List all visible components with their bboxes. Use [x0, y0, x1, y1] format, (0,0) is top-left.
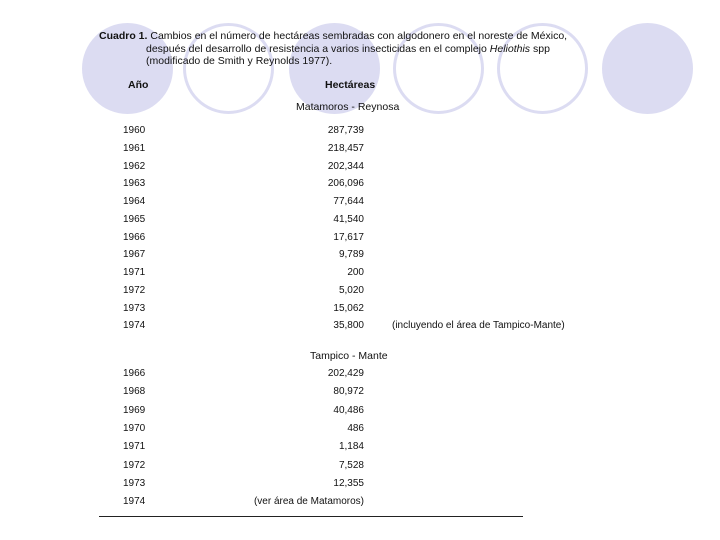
table-row [0, 478, 720, 490]
caption-line-1 [99, 30, 569, 43]
year-cell: 1963 [123, 178, 146, 190]
table-row [0, 423, 720, 435]
hectares-cell: 41,540 [333, 213, 364, 225]
table-row [0, 368, 720, 380]
year-cell: 1962 [123, 160, 146, 172]
table-row [0, 214, 720, 226]
hectares-cell: 486 [347, 422, 364, 434]
hectares-cell: 202,344 [327, 160, 364, 172]
caption-line1-text: Cambios en el número de hectáreas sembradas con algodonero en el noreste de México, [150, 30, 568, 42]
caption-label: Cuadro 1. [99, 30, 148, 42]
table-row [0, 143, 720, 155]
hectares-cell: 80,972 [333, 386, 364, 398]
hectares-cell: 206,096 [327, 178, 364, 190]
table-row [0, 249, 720, 261]
year-cell: 1967 [123, 249, 146, 261]
table-row [0, 125, 720, 137]
hectares-cell: 5,020 [338, 284, 364, 296]
caption-line-2 [99, 43, 569, 56]
table-caption [99, 30, 569, 68]
table-row [0, 460, 720, 472]
year-cell: 1970 [123, 422, 146, 434]
year-cell: 1971 [123, 267, 146, 278]
year-cell: 1971 [123, 441, 146, 453]
year-cell: 1965 [123, 213, 146, 225]
caption-line2-pre: después del desarrollo de resistencia a varios insecticidas en el complejo [146, 42, 490, 55]
caption-line2-italic: Heliothis [489, 42, 531, 55]
table-row [0, 196, 720, 208]
year-cell: 1968 [123, 386, 146, 398]
caption-line-3: (modificado de Smith y Reynolds 1977). [146, 55, 333, 67]
hectares-cell: 12,355 [333, 477, 364, 489]
hectares-cell: 40,486 [333, 404, 364, 416]
hectares-cell: 202,429 [327, 368, 364, 379]
year-cell: 1960 [123, 125, 146, 136]
year-cell: 1961 [123, 142, 146, 154]
hectares-cell: 1,184 [338, 441, 364, 453]
table-row [0, 386, 720, 398]
hectares-cell: 17,617 [333, 231, 364, 243]
year-cell: 1974 [123, 320, 146, 332]
year-cell: 1969 [123, 404, 146, 416]
table-row [0, 161, 720, 173]
year-cell: 1966 [123, 231, 146, 243]
table-row [0, 267, 720, 279]
caption-line2-post: spp [530, 42, 550, 55]
year-cell: 1966 [123, 368, 146, 379]
hectares-cell: 287,739 [327, 125, 364, 136]
year-cell: 1974 [123, 496, 146, 508]
hectares-cell: 200 [347, 267, 364, 278]
year-cell: 1972 [123, 459, 146, 471]
hectares-cell: (ver área de Matamoros) [253, 496, 364, 508]
year-cell: 1964 [123, 196, 146, 207]
hectares-cell: 15,062 [333, 302, 364, 314]
header-hectares: Hectáreas [325, 79, 376, 91]
table-row [0, 496, 720, 508]
year-cell: 1973 [123, 302, 146, 314]
year-cell: 1972 [123, 284, 146, 296]
hectares-cell: 77,644 [333, 196, 364, 207]
section-title-tampico: Tampico - Mante [310, 350, 388, 362]
table-row [0, 303, 720, 315]
table-row [0, 441, 720, 453]
table-row [0, 285, 720, 297]
table-row [0, 320, 720, 332]
row-note: (incluyendo el área de Tampico-Mante) [392, 320, 565, 332]
header-year: Año [128, 79, 149, 91]
bottom-rule [99, 516, 523, 517]
hectares-cell: 9,789 [338, 249, 364, 261]
hectares-cell: 218,457 [327, 142, 364, 154]
year-cell: 1973 [123, 477, 146, 489]
section-title-matamoros: Matamoros - Reynosa [296, 101, 400, 113]
table-row [0, 405, 720, 417]
hectares-cell: 7,528 [338, 459, 364, 471]
hectares-cell: 35,800 [333, 320, 364, 332]
table-row [0, 178, 720, 190]
table-row [0, 232, 720, 244]
